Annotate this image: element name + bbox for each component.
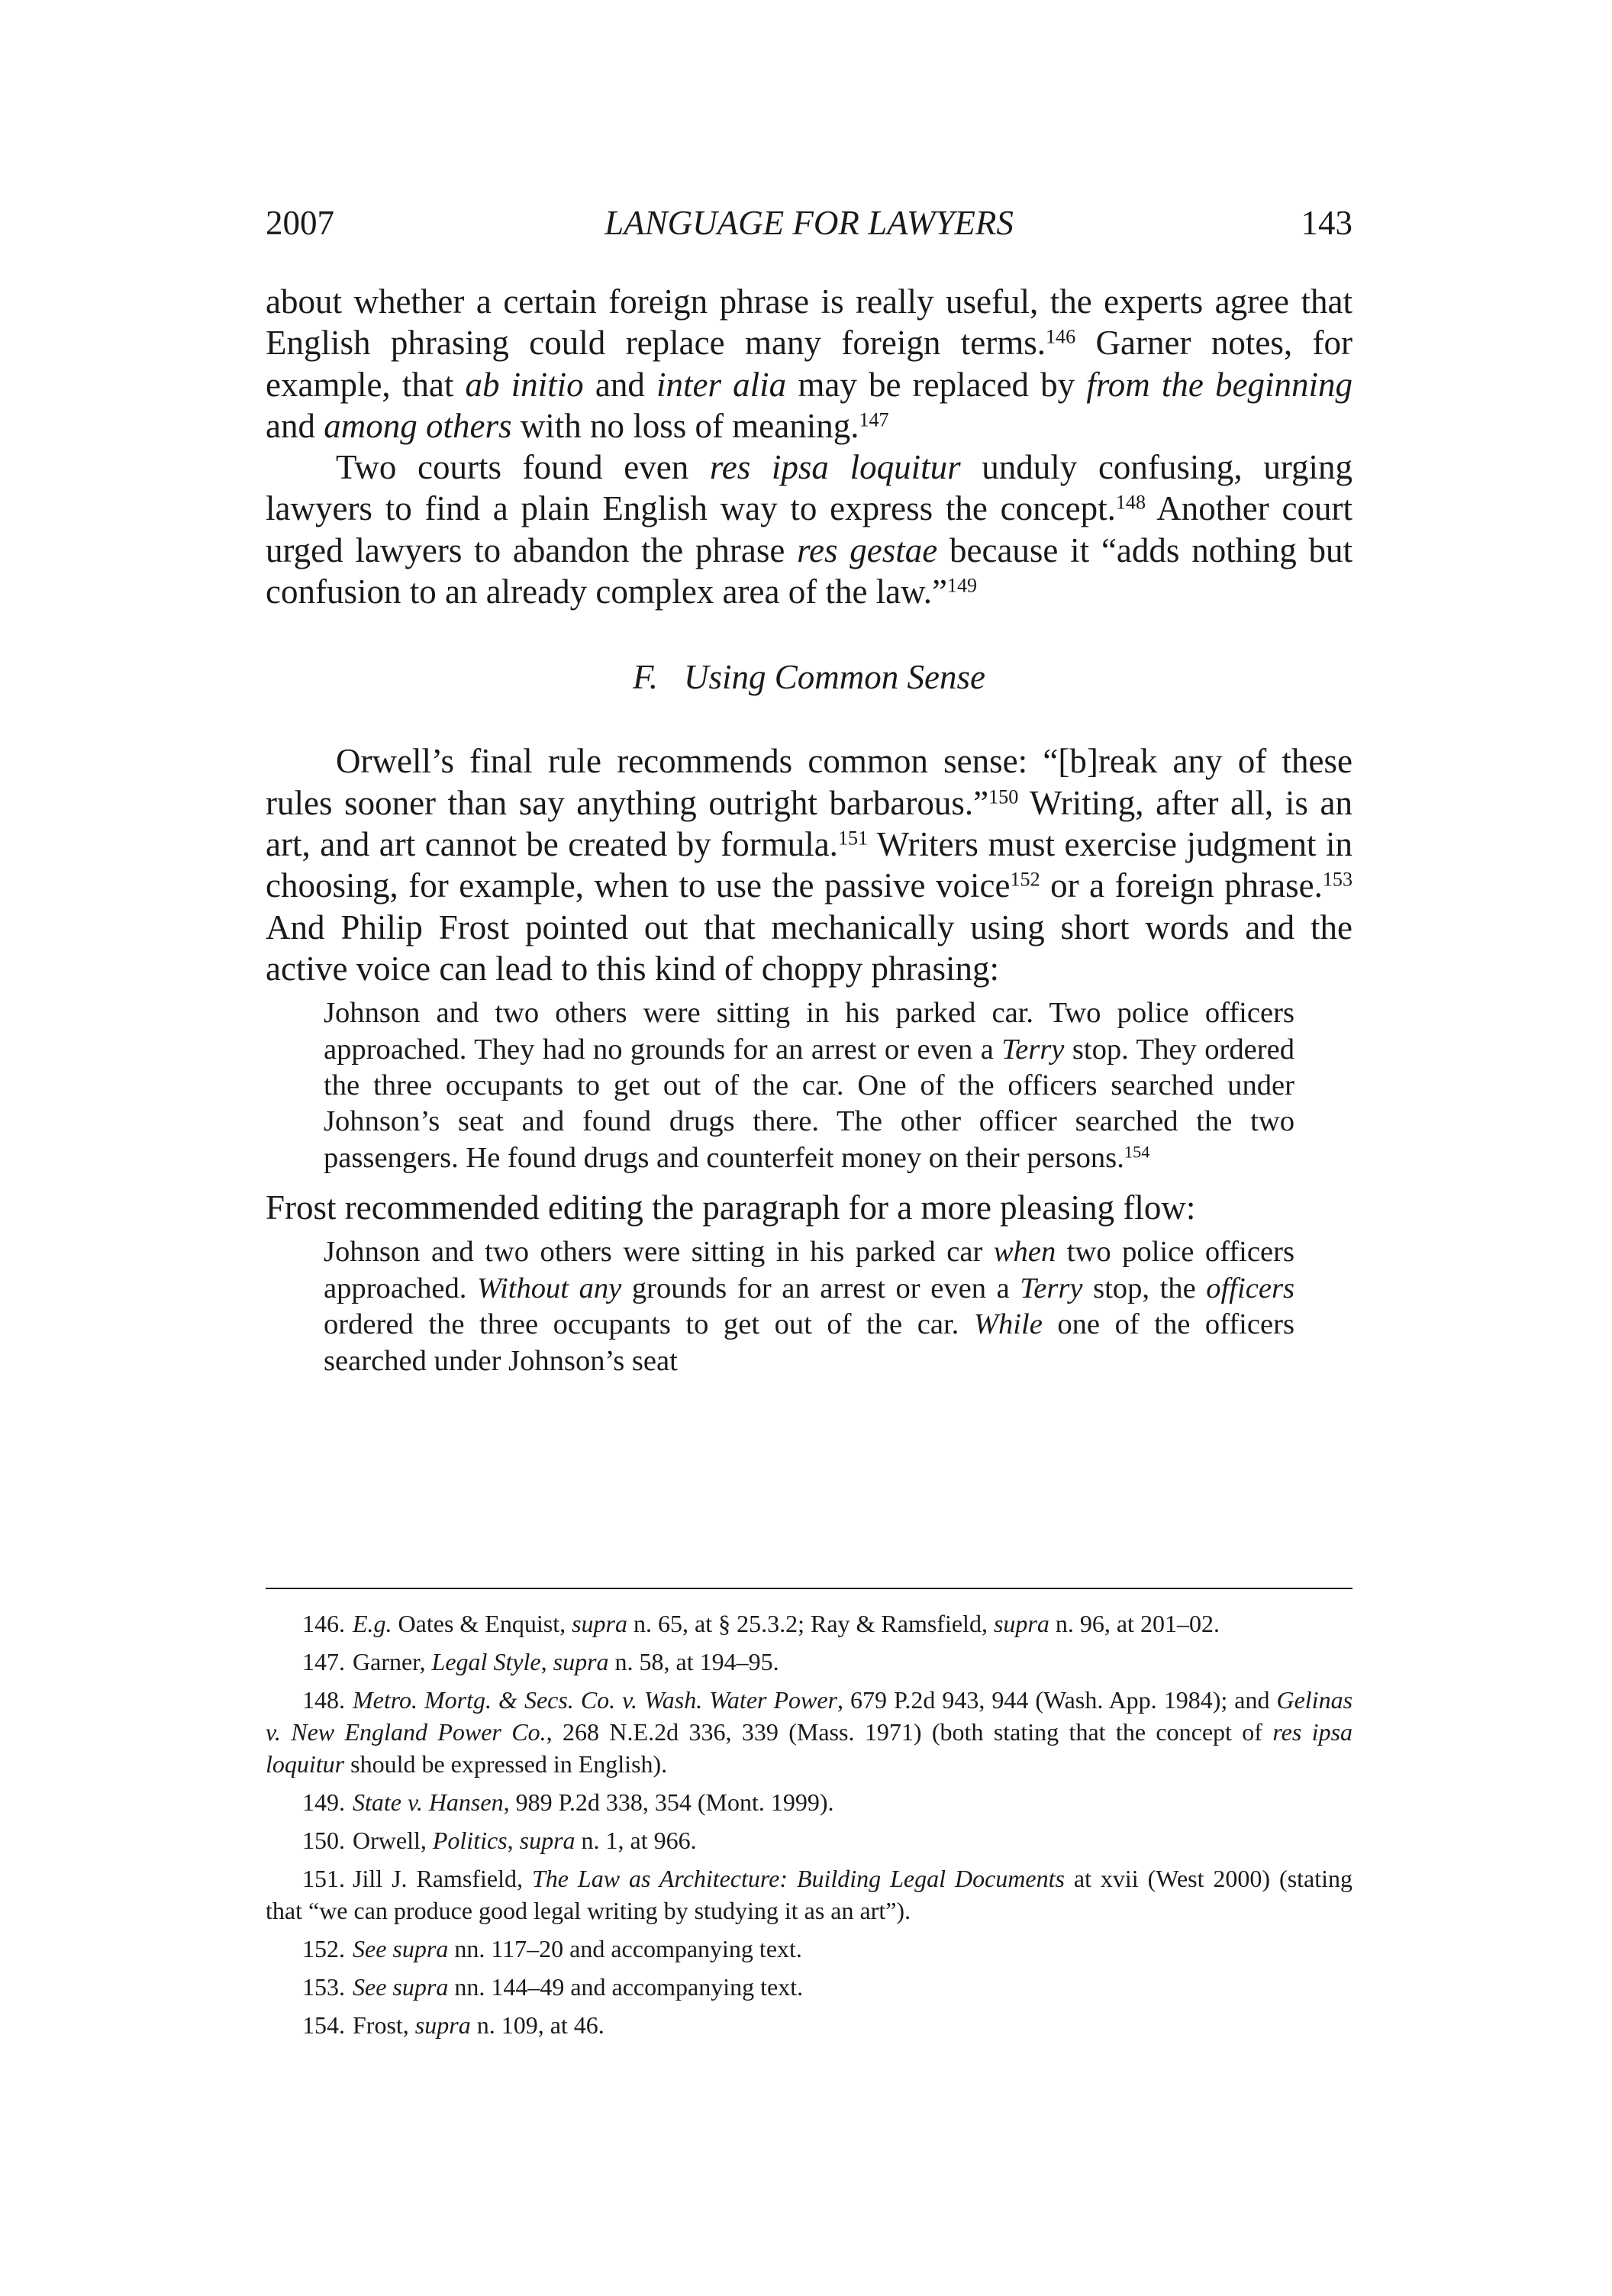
section-heading [266, 656, 1352, 698]
block-quote-edited: Johnson and two others were sitting in his parked car when two police officers approached. Without any grounds for an arrest or even a Terry stop, the officers ordered the three occupants to get out of the car. While one of the officers searched under Johnson’s seat [324, 1236, 1295, 1377]
section-letter: F. [633, 658, 658, 697]
footnote-148: 148. Metro. Mortg. & Secs. Co. v. Wash. Water Power, 679 P.2d 943, 944 (Wash. App. 1984); and Gelinas v. New England Power Co., 268 N.E.2d 336, 339 (Mass. 1971) (both stating that the concept of res ipsa loquitur should be expressed in English). [266, 1686, 1353, 1778]
footnote-154: 154. Frost, supra n. 109, at 46. [302, 2011, 604, 2039]
footnote-153: 153. See supra nn. 144–49 and accompanying text. [302, 1973, 804, 2001]
footnote-152: 152. See supra nn. 117–20 and accompanying text. [302, 1935, 802, 1962]
footnote-ref: 150 [988, 785, 1019, 808]
footnote-150: 150. Orwell, Politics, supra n. 1, at 966. [302, 1827, 697, 1854]
block-quote-choppy: Johnson and two others were sitting in his parked car. Two police officers approached. They had no grounds for an arrest or even a Terry stop. They ordered the three occupants to get out of the car. One of the officers searched under Johnson’s seat and found drugs there. The other officer searched the two passengers. He found drugs and counterfeit money on their persons.$^{154}$ [324, 997, 1294, 1174]
paragraph-common-sense: Orwell’s final rule recommends common sense: “[b]reak any of these rules sooner than say anything outright barbarous.”$^{150}$ Writing, after all, is an art, and art cannot be created by formula.$^{151}$ Writers must exercise judgment in choosing, for example, when to use the passive voice$^{152}$ or a foreign phrase.$^{153}$ And Philip Frost pointed out that mechanically using short words and the active voice can lead to this kind of choppy phrasing: [266, 742, 1352, 988]
paragraph-frost: Frost recommended editing the paragraph for a more pleasing flow: [266, 1188, 1196, 1227]
section-title: Using Common Sense [683, 658, 985, 697]
footnotes [266, 1608, 1352, 2047]
footnote-ref: 152 [1010, 868, 1040, 891]
header-year: 2007 [266, 204, 334, 242]
footnote-146: 146. E.g. Oates & Enquist, supra n. 65, at § 25.3.2; Ray & Ramsfield, supra n. 96, at 201–02. [302, 1610, 1220, 1637]
page-number: 143 [1301, 204, 1352, 242]
footnote-147: 147. Garner, Legal Style, supra n. 58, at 194–95. [302, 1648, 779, 1675]
body-text [266, 281, 1352, 1390]
footnote-divider [266, 1588, 1352, 1589]
footnote-ref: 148 [1115, 492, 1146, 514]
paragraph-foreign-phrases: about whether a certain foreign phrase is really useful, the experts agree that English phrasing could replace many foreign terms.$^{146}$ Garner notes, for example, that ab initio and inter alia may be replaced by from the beginning and among others with no loss of meaning.$^{147}$ [266, 282, 1352, 445]
footnote-ref: 146 [1045, 325, 1076, 348]
footnote-ref: 151 [837, 827, 869, 850]
footnote-151: 151. Jill J. Ramsfield, The Law as Architecture: Building Legal Documents at xvii (West 2000) (stating that “we can produce good legal writing by studying it as an art”). [266, 1865, 1353, 1924]
footnote-ref: 149 [946, 574, 978, 597]
footnote-149: 149. State v. Hansen, 989 P.2d 338, 354 (Mont. 1999). [302, 1788, 834, 1816]
paragraph-courts: Two courts found even res ipsa loquitur unduly confusing, urging lawyers to find a plain English way to express the concept.$^{148}$ Another court urged lawyers to abandon the phrase res gestae because it “adds nothing but confusion to an already complex area of the law.”$^{149}$ [266, 448, 1353, 611]
footnote-ref: 153 [1322, 868, 1352, 891]
header-title: LANGUAGE FOR LAWYERS [604, 204, 1014, 242]
footnote-ref: 147 [859, 408, 889, 431]
running-header [266, 192, 1352, 253]
footnote-ref: 154 [1124, 1142, 1150, 1162]
